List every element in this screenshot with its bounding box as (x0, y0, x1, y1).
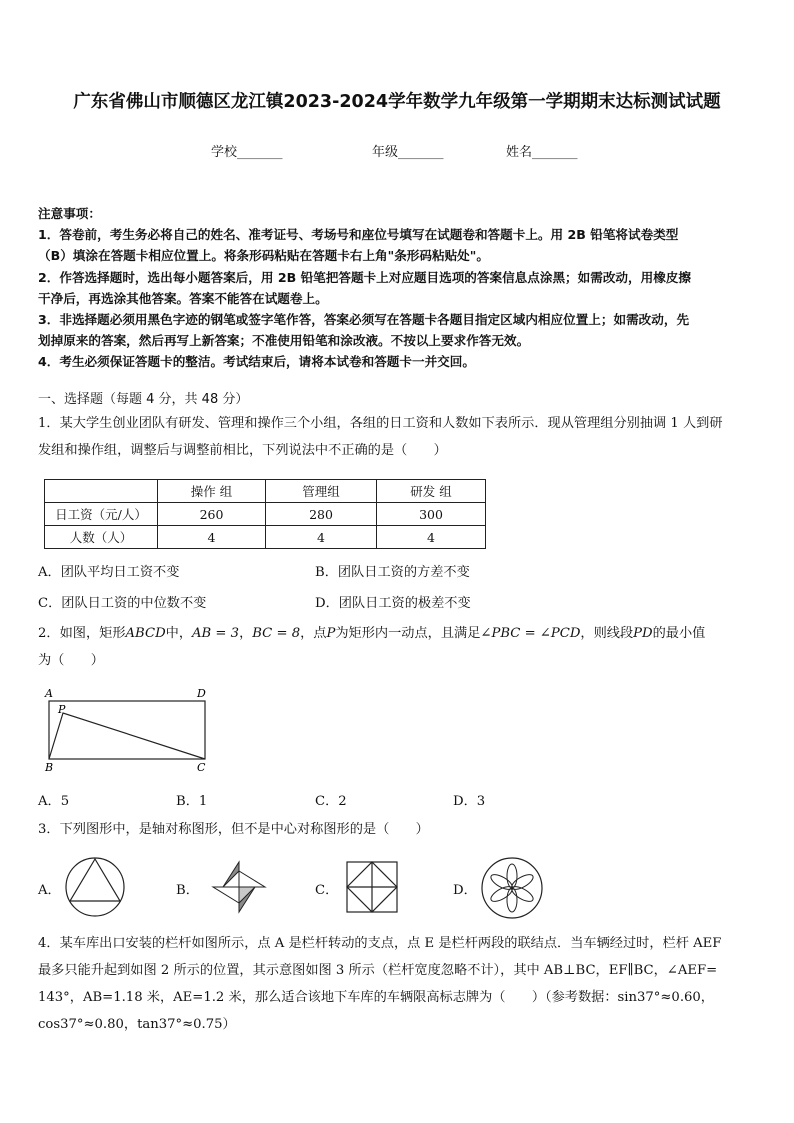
label-b: B (45, 761, 54, 774)
label-c: C (197, 761, 206, 774)
label-p: P (58, 703, 66, 716)
q3-option-b[interactable]: B． (176, 883, 199, 898)
note-line: （B）填涂在答题卡相应位置上。将条形码粘贴在答题卡右上角"条形码粘贴处"。 (38, 248, 489, 264)
flower-circle-figure (480, 856, 544, 920)
table-cell: 300 (377, 503, 486, 526)
name-label: 姓名 (506, 145, 533, 160)
table-cell: 280 (266, 503, 377, 526)
note-line: 干净后，再选涂其他答案。答案不能答在试题卷上。 (38, 290, 328, 306)
table-row (45, 480, 486, 503)
table-cell: 4 (377, 526, 486, 549)
q3-option-d[interactable]: D． (453, 883, 477, 898)
school-label: 学校 (211, 145, 238, 160)
grade-blank: _______ (398, 145, 444, 160)
q2-text: ，点 (300, 626, 327, 641)
q4-line3: 143°，AB=1.18 米，AE=1.2 米，那么适合该地下车库的车辆限高标志牌为（ ）（参考数据：sin37°≈0.60， (38, 990, 714, 1005)
table-cell: 人数（人） (45, 526, 158, 549)
table-row (45, 526, 486, 549)
name-field (506, 141, 578, 160)
table-cell: 260 (158, 503, 266, 526)
question-2 (38, 620, 760, 674)
q2-text: ，则线段 (580, 626, 634, 641)
q4-line4: cos37°≈0.80，tan37°≈0.75） (38, 1017, 236, 1032)
section-heading: 一、选择题（每题 4 分，共 48 分） (38, 392, 249, 407)
circle-triangle-figure (64, 856, 126, 918)
q2-rect-name: ABCD (125, 626, 166, 641)
q2-line1 (38, 620, 760, 647)
q2-option-a[interactable]: A．5 (38, 794, 70, 809)
notes-section (38, 203, 760, 373)
q2-option-c[interactable]: C．2 (315, 794, 347, 809)
name-blank: _______ (532, 145, 578, 160)
table-cell: 管理组 (266, 480, 377, 503)
rectangle-abcd (49, 701, 205, 759)
table-cell: 4 (158, 526, 266, 549)
school-field (211, 141, 283, 160)
grade-label: 年级 (372, 145, 399, 160)
grade-field (372, 141, 444, 160)
q2-text: 的最小值 (652, 626, 706, 641)
q2-segment-pd: PD (633, 626, 653, 641)
label-d: D (197, 687, 206, 700)
q2-text: 2．如图，矩形 (38, 626, 126, 641)
question-1 (38, 410, 760, 464)
q2-bc-value: BC = 8 (252, 626, 301, 641)
note-line: 4．考生必须保证答题卡的整洁。考试结束后，请将本试卷和答题卡一并交回。 (38, 354, 475, 370)
q1-option-b[interactable]: B．团队日工资的方差不变 (315, 565, 470, 580)
note-line: 1．答卷前，考生务必将自己的姓名、准考证号、考场号和座位号填写在试题卷和答题卡上。用 2B 铅笔将试卷类型 (38, 227, 679, 243)
pinwheel-figure (205, 856, 273, 918)
label-a: A (45, 687, 53, 700)
q2-angle-condition: ∠PBC = ∠PCD (480, 626, 581, 641)
table-cell: 4 (266, 526, 377, 549)
note-line: 3．非选择题必须用黑色字迹的钢笔或签字笔作答，答案必须写在答题卡各题目指定区域内相应位置上；如需改动，先 (38, 312, 690, 328)
q2-text: 为矩形内一动点，且满足 (335, 626, 481, 641)
q2-ab-value: AB = 3 (192, 626, 240, 641)
q1-line1: 1．某大学生创业团队有研发、管理和操作三个小组，各组的日工资和人数如下表所示．现从管理组分别抽调 1 人到研 (38, 416, 723, 431)
q4-line1: 4．某车库出口安装的栏杆如图所示，点 A 是栏杆转动的支点，点 E 是栏杆两段的联结点．当车辆经过时，栏杆 AEF (38, 936, 722, 951)
q2-text: ， (239, 626, 253, 641)
q4-line2: 最多只能升起到如图 2 所示的位置，其示意图如图 3 所示（栏杆宽度忽略不计），其中 AB⊥BC，EF∥BC，∠AEF= (38, 963, 718, 978)
notes-heading: 注意事项： (38, 206, 101, 221)
page-title: 广东省佛山市顺德区龙江镇2023-2024学年数学九年级第一学期期末达标测试试题 (73, 92, 721, 112)
q2-text: 中， (165, 626, 193, 641)
q3-line1: 3．下列图形中，是轴对称图形，但不是中心对称图形的是（ ） (38, 822, 429, 837)
note-line: 划掉原来的答案，然后再写上新答案；不准使用铅笔和涂改液。不按以上要求作答无效。 (38, 333, 530, 349)
q1-option-d[interactable]: D．团队日工资的极差不变 (315, 596, 471, 611)
q1-line2: 发组和操作组，调整后与调整前相比，下列说法中不正确的是（ ） (38, 443, 447, 458)
q1-table (44, 479, 486, 549)
school-blank: _______ (237, 145, 283, 160)
q2-option-d[interactable]: D．3 (453, 794, 486, 809)
table-row (45, 503, 486, 526)
table-cell: 日工资（元/人） (45, 503, 158, 526)
q2-option-b[interactable]: B．1 (176, 794, 208, 809)
q1-option-a[interactable]: A．团队平均日工资不变 (38, 565, 180, 580)
table-cell: 操作 组 (158, 480, 266, 503)
q2-rectangle-figure (40, 684, 220, 776)
table-cell (45, 480, 158, 503)
square-diamond-figure (345, 860, 399, 914)
note-line: 2．作答选择题时，选出每小题答案后，用 2B 铅笔把答题卡上对应题目选项的答案信息点涂黑；如需改动，用橡皮擦 (38, 269, 691, 285)
q3-option-a[interactable]: A． (38, 883, 61, 898)
question-4 (38, 930, 760, 1038)
q2-line2: 为（ ） (38, 653, 104, 668)
q3-option-c[interactable]: C． (315, 883, 339, 898)
question-3 (38, 816, 760, 843)
q1-option-c[interactable]: C．团队日工资的中位数不变 (38, 596, 207, 611)
table-cell: 研发 组 (377, 480, 486, 503)
segments-bp-pc (49, 713, 205, 759)
q2-point-p: P (326, 626, 336, 641)
